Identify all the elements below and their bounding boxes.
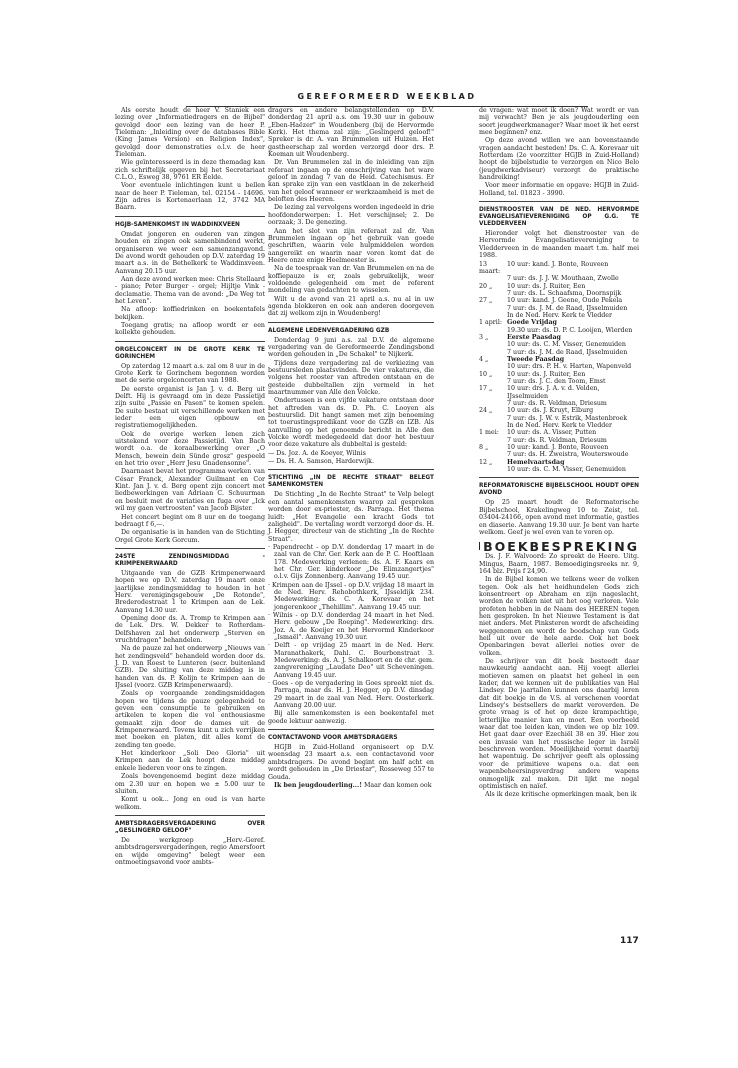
list-item: · Papendrecht - op D.V. donderdag 17 maart in de zaal van de Chr. Ger. Kerk aan de P. C. Hooftlaan 178. Medewerking verlenen: ds. A. F. Kaars en het Chr. Ger. kinderkoor „De Elimzangertjes" o.l.v. Gijs Zonnenberg. Aanvang 19.45 uur. — [268, 543, 434, 581]
schedule-row — [479, 334, 639, 341]
book-review-title: BOEKBESPREKING — [483, 538, 639, 554]
paragraph: De eerste organist is Jan J. v. d. Berg uit Delft. Hij is gevraagd om in deze Passietijd zijn suite „Passie en Pasen" te komen spelen. De suite bestaat uit verschillende werken met ieder een eigen opbouw en registratiemogelijkheden. — [115, 385, 265, 430]
paragraph: Bij alle samenkomsten is een boekentafel met goede lektuur aanwezig. — [268, 710, 434, 725]
list-item: · Goes - op de vergadering in Goes spreekt niet ds. Parraga, maar ds. H. J. Hegger, op D.V. dinsdag 29 maart in de zaal van Ned. Herv. Oosterkerk. Aanvang 20.00 uur. — [268, 680, 434, 710]
schedule-entry: 10 uur: ds. J. Ruiter, Een — [507, 370, 586, 378]
paragraph: Als ik deze kritische opmerkingen maak, ben ik — [485, 791, 637, 799]
schedule-entry: Goede Vrijdag — [507, 319, 557, 327]
paragraph: Aan deze avond werken mee: Chris Stellaard - piano; Peter Burger - orgel; Hijltje Vink - declamatie. Thema van de avond: „De Weg tot het Leven". — [115, 275, 265, 305]
schedule-row — [479, 312, 639, 319]
paragraph: dragers en andere belangstellenden op D.V. donderdag 21 april a.s. om 19.30 uur in gebouw „Eben-Haëzer" in Woudenberg (bij de Hervormde Kerk). Het thema zal zijn: „Geslingerd geloof!" Spreker is dr. A. van Brummelen uit Huizen. Het gastheerschap zal worden verzorgd door drs. P. Koeman uit Woudenberg. — [268, 107, 434, 159]
schedule-date — [479, 341, 507, 348]
schedule-row — [479, 290, 639, 297]
schedule-date — [479, 312, 507, 319]
schedule-date — [479, 415, 507, 422]
service-schedule — [479, 261, 639, 474]
paragraph: — Ds. H. A. Samson, Harderwijk. — [268, 458, 374, 466]
paragraph: De lezing zal vervolgens worden ingedeeld in drie hoofdonderwerpen: 1. Het verschijnsel; 2. De oorzaak; 3. De genezing. — [268, 204, 434, 227]
schedule-entry: In de Ned. Herv. Kerk te Vledder — [507, 422, 613, 430]
schedule-row — [479, 297, 639, 304]
schedule-date: 1 april: — [479, 319, 502, 327]
paragraph: Op zaterdag 12 maart a.s. zal om 8 uur in de Grote Kerk te Gorinchem begonnen worden met de serie orgelconcerten van 1988. — [115, 362, 265, 385]
book-reference: Ds. J. F. Walvoord: Zo spreekt de Heere. Uitg. Mingus, Baarn, 1987. Bemoedigingsreeks nr. 9, 164 blz. Prijs f 24,90. — [479, 553, 639, 575]
schedule-row — [479, 393, 639, 400]
schedule-entry: 19.30 uur: ds. D. P. C. Looijen, Wierden — [507, 326, 633, 334]
schedule-row — [479, 437, 639, 444]
schedule-date — [479, 363, 507, 370]
section-heading: ALGEMENE LEDENVERGADERING GZB — [268, 327, 390, 334]
schedule-date: 24 „ — [479, 407, 493, 415]
schedule-entry: 7 uur: ds. J. M. de Raad, IJsselmuiden — [507, 304, 628, 312]
column-1 — [115, 107, 265, 867]
paragraph: De werkgroep „Herv.-Geref. ambtsdragersvergaderingen, regio Amersfoort en wijde omgeving" belegt weer een ontmoetingsavond voor ambts- — [115, 836, 265, 866]
schedule-row — [479, 444, 639, 451]
schedule-entry: In de Ned. Herv. Kerk te Vledder — [507, 311, 613, 319]
page-number: 117 — [620, 936, 639, 946]
section-divider — [115, 216, 265, 217]
schedule-date — [479, 305, 507, 312]
schedule-row — [479, 356, 639, 363]
schedule-entry: 10 uur: kand. J. Bonte, Rouveen — [507, 444, 609, 452]
schedule-date: 13 maart: — [479, 260, 501, 275]
paragraph: Het concert begint om 8 uur en de toegang bedraagt f 6,—. — [115, 513, 265, 528]
schedule-date: 10 „ — [479, 370, 493, 378]
schedule-entry: 10 uur: kand. J. Bonte, Rouveen — [507, 260, 609, 268]
section-divider — [479, 201, 639, 202]
section-heading: AMBTSDRAGERSVERGADERING OVER „GESLINGERD GELOOF" — [115, 820, 265, 834]
section-divider — [268, 322, 434, 323]
schedule-row — [479, 283, 639, 290]
meeting-list — [268, 544, 434, 710]
schedule-row — [479, 275, 639, 282]
paragraph: Na de toespraak van dr. Van Brummelen en na de koffiepauze is er, zoals gebruikelijk, weer voldoende gelegenheid om met de referent mondeling van gedachten te wisselen. — [268, 265, 434, 295]
schedule-date: 3 „ — [479, 333, 489, 341]
paragraph: Wilt u de avond van 21 april a.s. nu al in uw agenda blokkeren en ook aan anderen doorgeven dat zij welkom zijn in Woudenberg! — [268, 295, 434, 318]
paragraph: Dr. Van Brummelen zal in de inleiding van zijn referaat ingaan op de omschrijving van het ware geloof in zondag 7 van de Heid. Catechismus. Er kan sprake zijn van een vastklaan in de zekerheid van het geloof wanneer er werkzaamheid is met de beloften des Heeren. — [268, 159, 434, 204]
list-item: · Krimpen aan de IJssel - op D.V. vrijdag 18 maart in de Ned. Herv. Rehobothkerk, IJsseldijk 234. Medewerking: ds. C. A. Korevaar en het jongerenkoor „Thehillim". Aanvang 19.45 uur. — [268, 581, 434, 611]
paragraph: Na de pauze zal het onderwerp „Nieuws van het zendingsveld" behandeld worden door ds. J. D. van Roest te Lunteren (secr. buitenland GZB). De sluiting van deze middag is in handen van ds. P. Kolijn te Krimpen aan de IJssel (voorz. GZB Krimpenerwaard). — [115, 645, 265, 690]
schedule-row — [479, 400, 639, 407]
paragraph: Het kinderkoor „Soli Deo Gloria" uit Krimpen aan de Lek hoopt deze middag enkele liederen voor ons te zingen. — [115, 750, 265, 772]
schedule-entry: 7 uur: ds. R. Veldman, Driesum — [507, 400, 607, 408]
schedule-row — [479, 261, 639, 276]
section-heading: 24STE ZENDINGSMIDDAG - KRIMPENERWAARD — [115, 553, 265, 567]
paragraph: In de Bijbel komen we telkens weer de volken tegen. Ook als het heidhundelen Gods zich konsentreert op Abraham en zijn nageslacht, worden de volken niet uit het oog verloren. Vele profeten hebben in de Naam des HEEREN tegen hen gesproken. In het Nieuwe Testament is dat niet anders. Met Pinksteren wordt de afscheiding weggenomen en wordt de boodschap van Gods heil uit over de hele aarde. Ook het boek Openbaringen bevat allerlei noties over de volken. — [479, 576, 639, 657]
schedule-date: 12 „ — [479, 458, 493, 466]
schedule-row — [479, 349, 639, 356]
schedule-row — [479, 371, 639, 378]
schedule-entry: Hemelvaartsdag — [507, 458, 565, 466]
paragraph: Na afloop: koffiedrinken en boekentafels bekijken. — [115, 306, 265, 321]
paragraph: Ondertussen is een vijfde vakature ontstaan door het aftreden van ds. D. Ph. C. Looyen als bestuurslid. Dit hangt samen met zijn benoeming tot toerustingspredikant voor de GZB en IZB. Als aanvulling op het genoemde bericht in Alle den Volcke wordt medegedeeld dat door het bestuur voor deze vakature als dubbeltal is gesteld: — [268, 397, 434, 449]
schedule-entry: 7 uur: ds. R. Veldman, Driesum — [507, 436, 607, 444]
paragraph: Als eerste houdt de heer V. Staniek een lezing over „Informatiedragers en de Bijbel" gevolgd door een lezing van de heer P. Tieleman: „Inleiding over de databases Bible (King James Version) en Religion Index", gevolgd door demonstraties o.l.v. de heer Tieleman. — [115, 107, 265, 159]
schedule-row — [479, 451, 639, 458]
schedule-entry: 10 uur: drs. J. A. v. d. Velden, — [507, 385, 600, 393]
paragraph: De schrijver van dit boek besteedt daar nauwkeurig aandacht aan. Hij voegt allerlei motieven samen en plaatst het geheel in een kader, dat we kennen uit de publikaties van Hal Lindsey. De jaartallen kunnen ons daarbij leren dat dit boekje in de V.S. al verschenen voordat Lindsey's bestsellers de markt veroverden. De grote vraag is of het op deze krampachtige, letterlijke manier kan en moet. Een voorbeeld waar dat toe leiden kan, vinden we op blz 109. Het gaat daar over Ezechiël 38 en 39. Hier zou een invasie van het russische leger in Israël beschreven worden. Moeilijkheid vormt daarbij het wapentuig. De schrijver geeft als oplossing voor de primitieve wapens o.a. dat een wapenbeheersingsverdrag andere wapens onmogelijk zal maken. Dit lijkt me nogal optimistisch en naïef. — [479, 658, 639, 790]
schedule-date — [479, 327, 507, 334]
paragraph: — Ds. Joz. A. de Koeyer, Wilnis — [268, 449, 366, 457]
schedule-date: 17 „ — [479, 385, 493, 393]
schedule-entry: 10 uur: ds. J. Ruiter, Een — [507, 282, 586, 290]
paragraph: Tijdens deze vergadering zal de verkiezing van bestuursleden plaatsvinden. De vier vakatures, die volgens het rooster van aftreden ontstaan en de gesteide dubbeltallen zijn vermeld in het maartnummer van Alle den Volcke. — [268, 359, 434, 397]
schedule-entry: 10 uur: ds. C. M. Visser, Genemuiden — [507, 466, 626, 474]
schedule-date: 1 mei: — [479, 429, 499, 437]
schedule-entry: 7 uur: ds. J. W. v. Estrik, Mastenbroek — [507, 414, 628, 422]
schedule-entry: 10 uur: ds. A. Visser, Putten — [507, 429, 597, 437]
schedule-row — [479, 341, 639, 348]
schedule-row — [479, 319, 639, 326]
schedule-date: 27 „ — [479, 297, 493, 305]
section-divider — [268, 469, 434, 470]
schedule-entry: 10 uur: ds. J. Kruyt, Elburg — [507, 407, 594, 415]
schedule-entry: Tweede Paasdag — [507, 355, 565, 363]
list-item: · Wilnis - op D.V. donderdag 24 maart in het Ned. Herv. gebouw „De Roeping". Medewerking: drs. Joz. A. de Koeijer en het Hervormd Kinderkoor „Ismaël". Aanvang 19.30 uur. — [268, 611, 434, 641]
paragraph: De Stichting „In de Rechte Straat" te Velp belegt een aantal samenkomsten waarop zal gesproken worden door ex-priester, ds. Parraga. Het thema luidt: „Het Evangelie een kracht Gods tot zaligheid". De vertaling wordt verzorgd door ds. H. J. Hegger, directeur van de stichting „In de Rechte Straat". — [268, 491, 434, 543]
section-heading: CONTACTAVOND VOOR AMBTSDRAGERS — [268, 735, 398, 742]
text-continuation: Maar dan komen ook — [361, 781, 432, 789]
paragraph: Zoals op voorgaande zendingsmiddagen hopen we tijdens de pauze gelegenheid te geven een consumptie te gebruiken en artikelen te kopen die vol enthousiasme gemaakt zijn door de dames uit de Krimpenerwaard. Tevens kunt u zich verrijken met boeken en platen, dit alles komt de zending ten goede. — [115, 690, 265, 749]
schedule-row — [479, 415, 639, 422]
column-3 — [479, 107, 639, 800]
schedule-date — [479, 466, 507, 473]
schedule-date — [479, 422, 507, 429]
column-2 — [268, 107, 434, 790]
schedule-row — [479, 429, 639, 436]
section-divider — [115, 341, 265, 342]
schedule-date: 4 „ — [479, 355, 489, 363]
section-divider — [115, 815, 265, 816]
schedule-row — [479, 422, 639, 429]
schedule-row — [479, 378, 639, 385]
bold-lead: Ik ben jeugdouderling...! — [274, 781, 362, 789]
paragraph: De organisatie is in handen van de Stichting Orgel Grote Kerk Gorcum. — [115, 529, 265, 544]
paragraph: Op deze avond willen we aan bovenstaande vragen aandacht besteden! Ds. C. A. Korevaar uit Rotterdam (2e voorzitter HGJB in Zuid-Holland) hoopt de bijbelstudie te verzorgen en Nico Belo (jeugdwerkadviseur) verzorgt de praktische handreiking! — [479, 137, 639, 182]
paragraph: Hieronder volgt het dienstrooster van de Hervormde Evangelisatievereniging te Vledderveen in de maanden maart t.m. half mei 1988. — [479, 230, 639, 260]
paragraph: Aan het slot van zijn referaat zal dr. Van Brummelen ingaan op het gebruik van goede geschriften, waarin vele hulpmiddelen worden aangereikt en waarin naar voren komt dat de Heere onze enige Heelmeester is. — [268, 227, 434, 264]
paragraph: Wie geïnteresseerd is in deze themadag kan zich schriftelijk opgeven bij het Secretariaat C.L.O., Esweg 38, 9761 ER Eelde. — [115, 159, 265, 182]
schedule-entry: 10 uur: drs. P. H. v. Harten, Wapenveld — [507, 363, 632, 371]
paragraph: Komt u ook... Jong en oud is van harte welkom. — [115, 796, 265, 811]
schedule-row — [479, 459, 639, 466]
schedule-entry: 10 uur: ds. C. M. Visser, Genemuiden — [507, 341, 626, 349]
schedule-date — [479, 349, 507, 356]
schedule-date — [479, 290, 507, 297]
schedule-date — [479, 451, 507, 458]
list-item: · Delft - op vrijdag 25 maart in de Ned. Herv. Maranathakerk, Dahl. C. Bourbonstraat 3. Medewerking: ds. A. J. Schalkoort en de chr. gem. zangvereniging „Laudate Deo" uit Scheveningen. Aanvang 19.45 uur. — [268, 642, 434, 679]
paragraph: Donderdag 9 juni a.s. zal D.V. de algemene vergadering van de Gereformeerde Zendingsbond worden gehouden in „De Schakel" te Nijkerk. — [268, 336, 434, 359]
schedule-row — [479, 363, 639, 370]
schedule-date — [479, 275, 507, 282]
schedule-row — [479, 466, 639, 473]
section-divider — [479, 477, 639, 478]
schedule-entry: IJsselmuiden — [507, 392, 549, 400]
schedule-entry: 7 uur: ds. H. Zweistra, Wouterswoude — [507, 451, 629, 459]
running-header — [186, 84, 588, 107]
schedule-entry: 7 uur: ds. J. C. den Toom, Emst — [507, 378, 606, 385]
schedule-date — [479, 400, 507, 407]
schedule-date — [479, 393, 507, 400]
schedule-entry: 10 uur: kand. J. Geene, Oude Pekela — [507, 297, 623, 305]
paragraph: Daarnaast bevat het programma werken van César Franck, Alexander Guilmant en Cor Kint. Jan J. v. d. Berg opent zijn concert met liedbewerkingen van Adriaan C. Schuurman en besluit met de variaties en fuga over „Ick wil my gaen vertroosten" van Jacob Bijster. — [115, 468, 265, 513]
schedule-date — [479, 378, 507, 385]
paragraph: Opening door ds. A. Tromp te Krimpen aan de Lek. Drs. W. Dekker te Rotterdam-Delfshaven zal het onderwerp „Sterven en vruchtdragen" behandelen. — [115, 614, 265, 644]
book-review-heading — [479, 538, 639, 554]
schedule-entry: 7 uur: ds. J. J. W. Mouthaan, Zwolle — [507, 275, 619, 283]
schedule-entry: 7 uur: ds. L. Schaafsma, Doornspijk — [507, 289, 622, 297]
schedule-row — [479, 327, 639, 334]
paragraph: Toegang gratis; na afloop wordt er een kollekte gehouden. — [115, 321, 265, 337]
section-heading: DIENSTROOSTER VAN DE NED. HERVORMDE EVANGELISATIEVERENIGING OP G.G. TE VLEDDERVEEN — [479, 207, 639, 228]
paragraph: HGJB in Zuid-Holland organiseert op D.V. woensdag 23 maart a.s. een contactavond voor ambtsdragers. De avond begint om half acht en wordt gehouden in „De Driestar", Rosseweg 557 te Gouda. — [268, 744, 434, 781]
schedule-row — [479, 305, 639, 312]
section-divider — [268, 729, 434, 730]
paragraph: Op 25 maart houdt de Reformatorische Bijbelschool, Krakelingweg 10 te Zeist, tel. 03404-24166, open avond met informatie, gastles en diaserie. Aanvang 19.30 uur. Je bent van harte welkom. Geef je wel even van te voren op. — [479, 499, 639, 536]
paragraph — [268, 782, 434, 789]
schedule-row — [479, 385, 639, 392]
schedule-date: 20 „ — [479, 282, 493, 290]
section-heading: HGJB-SAMENKOMST IN WADDINXVEEN — [115, 221, 240, 228]
paragraph: Voor meer informatie en opgave: HGJB in Zuid-Holland, tel. 01823 - 3990. — [479, 182, 639, 197]
schedule-entry: 7 uur: ds. J. M. de Raad, IJsselmuiden — [507, 348, 628, 356]
section-heading: ORGELCONCERT IN DE GROTE KERK TE GORINCHEM — [115, 346, 265, 360]
paragraph: Omdat jongeren en ouderen van zingen houden en zingen ook samenbindend werkt, organiseren we weer een samenzangavond. De avond wordt gehouden op D.V. zaterdag 19 maart a.s. in de Bethelkerk te Waddinxveen. Aanvang 20.15 uur. — [115, 230, 265, 275]
section-heading: STICHTING „IN DE RECHTE STRAAT" BELEGT SAMENKOMSTEN — [268, 475, 434, 489]
schedule-date — [479, 437, 507, 444]
journal-title: GEREFORMEERD WEEKBLAD — [297, 92, 477, 101]
paragraph: Voor eventuele inlichtingen kunt u bellen naar de heer P. Tieleman, tel. 02154 - 14696. Zijn adres is Kortenaerlaan 12, 3742 MA Baarn. — [115, 182, 265, 212]
paragraph: Ook de overige werken lenen zich uitstekend voor deze Passietijd. Van Bach wordt o.a. de koraalbewerking over „O Mensch, bewein dein Sünde grosz" gespeeld en het trio over „Herr Jesu Gnadensonne". — [115, 430, 265, 468]
paragraph: de vragen: wat moet ik doen? Wat wordt er van mij verwacht? Ben je als jeugdouderling een soort jeugdwerkmanager? Waar moet ik het eerst mee beginnen? enz. — [479, 107, 639, 137]
schedule-date: 8 „ — [479, 444, 489, 452]
schedule-entry: Eerste Paasdag — [507, 333, 561, 341]
section-heading: REFORMATORISCHE BIJBELSCHOOL HOUDT OPEN AVOND — [479, 483, 639, 497]
paragraph: Zoals bovengenoemd begint deze middag om 2.30 uur en hopen we ± 5.00 uur te sluiten. — [115, 773, 265, 795]
paragraph: Uitgaande van de GZB Krimpenerwaard hopen we op D.V. zaterdag 19 maart onze jaarlijkse zendingsmiddag te houden in het Herv. verenigingsgebouw „De Rotonde", Brederodestraat 1 te Krimpen aan de Lek. Aanvang 14.30 uur. — [115, 569, 265, 614]
schedule-row — [479, 407, 639, 414]
section-divider — [115, 548, 265, 549]
